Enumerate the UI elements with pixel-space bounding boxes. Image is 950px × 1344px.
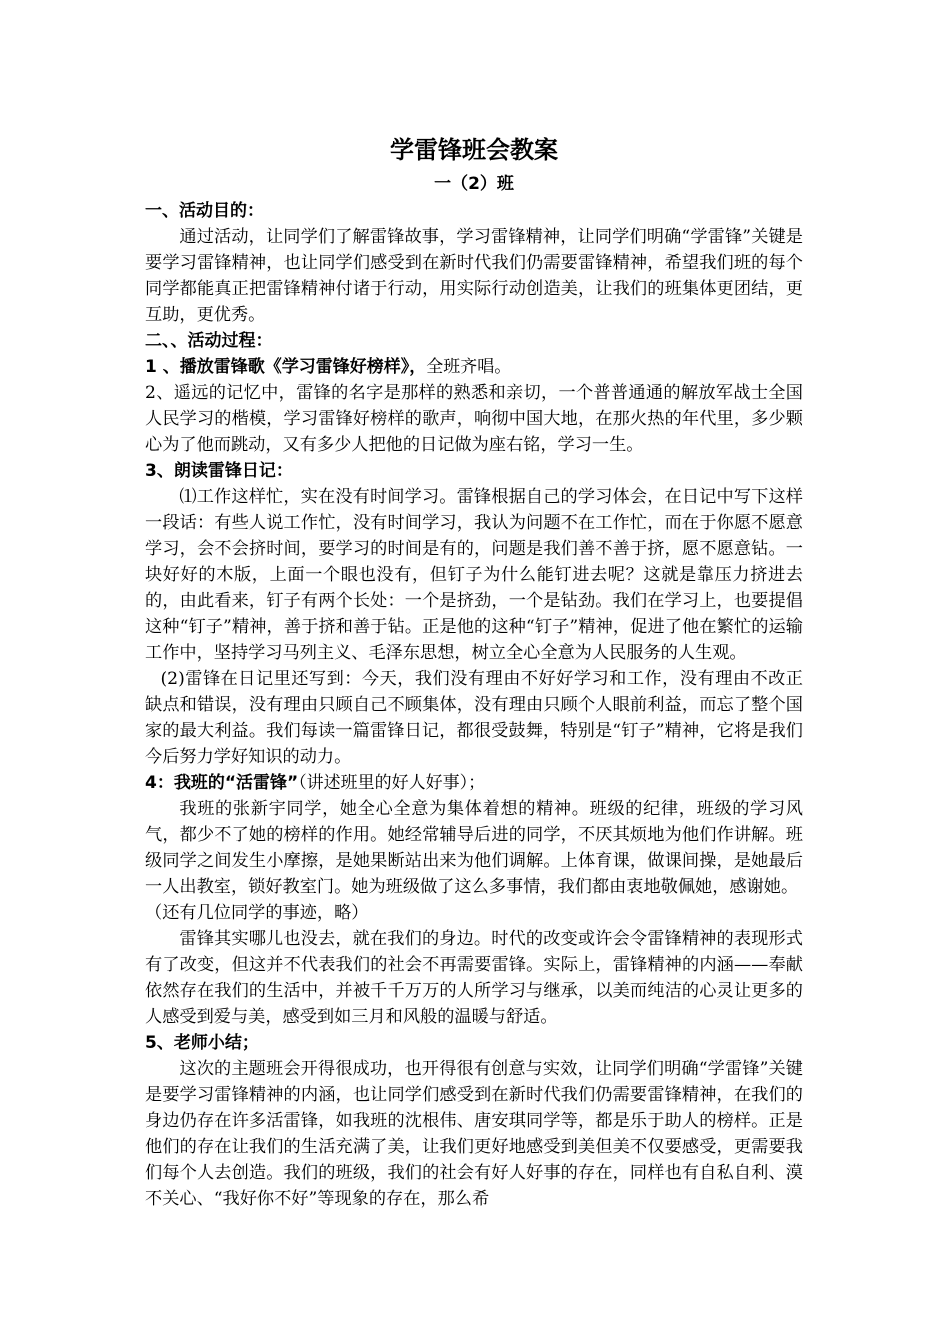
- item-5-heading: 5、老师小结；: [145, 1033, 259, 1053]
- item-4-bold: 4：我班的“活雷锋”: [145, 773, 299, 793]
- diary-paragraph-2: (2)雷锋在日记里还写到：今天，我们没有理由不好好学习和工作，没有理由不改正缺点和错误，没有理由只顾自己不顾集体，没有理由只顾个人眼前利益，而忘了整个国家的最大利益。我们每读一篇雷锋日记，都很受鼓舞，特别是“钉子”精神，它将是我们今后努力学好知识的动力。: [145, 669, 803, 767]
- purpose-paragraph: 通过活动，让同学们了解雷锋故事，学习雷锋精神，让同学们明确“学雷锋”关键是要学习雷锋精神，也让同学们感受到在新时代我们仍需要雷锋精神，希望我们班的每个同学都能真正把雷锋精神付诸于行动，用实际行动创造美，让我们的班集体更团结，更互助，更优秀。: [145, 227, 803, 325]
- section-heading-process: 二、、活动过程：: [145, 331, 273, 351]
- item-4-note: （还有几位同学的事迹，略）: [145, 903, 369, 923]
- class-subtitle: 一（2）班: [434, 174, 514, 194]
- document-title: 学雷锋班会教案: [390, 136, 558, 164]
- item-5-paragraph: 这次的主题班会开得很成功，也开得很有创意与实效，让同学们明确“学雷锋”关键是要学习雷锋精神的内涵，也让同学们感受到在新时代我们仍需要雷锋精神，在我们的身边仍存在许多活雷锋，如我班的沈根伟、唐安琪同学等，都是乐于助人的榜样。正是他们的存在让我们的生活充满了美，让我们更好地感受到美但美不仅要感受，更需要我们每个人去创造。我们的班级，我们的社会有好人好事的存在，同样也有自私自利、漠不关心、“我好你不好”等现象的存在，那么希: [145, 1059, 803, 1209]
- item-4-line: [145, 770, 803, 796]
- item-1-plain: 全班齐唱。: [426, 357, 512, 377]
- item-4-summary: 雷锋其实哪儿也没去，就在我们的身边。时代的改变或许会令雷锋精神的表现形式有了改变，但这并不代表我们的社会不再需要雷锋。实际上，雷锋精神的内涵——奉献依然存在我们的生活中，并被千千万万的人所学习与继承，以美而纯洁的心灵让更多的人感受到爱与美，感受到如三月和风般的温暖与舒适。: [145, 929, 803, 1027]
- item-4-plain: （讲述班里的好人好事）；: [298, 773, 486, 793]
- item-4-paragraph: 我班的张新宇同学，她全心全意为集体着想的精神。班级的纪律，班级的学习风气，都少不了她的榜样的作用。她经常辅导后进的同学，不厌其烦地为他们作讲解。班级同学之间发生小摩擦，是她果断站出来为他们调解。上体育课，做课间操，是她最后一人出教室，锁好教室门。她为班级做了这么多事情，我们都由衷地敬佩她，感谢她。: [145, 799, 803, 897]
- section-heading-purpose: 一、活动目的：: [145, 201, 264, 221]
- item-3-heading: 3、朗读雷锋日记：: [145, 461, 293, 481]
- item-2-paragraph: 2、遥远的记忆中，雷锋的名字是那样的熟悉和亲切，一个普普通通的解放军战士全国人民学习的楷模，学习雷锋好榜样的歌声，响彻中国大地，在那火热的年代里，多少颗心为了他而跳动，又有多少人把他的日记做为座右铭，学习一生。: [145, 383, 803, 455]
- diary-paragraph-1: ⑴工作这样忙，实在没有时间学习。雷锋根据自己的学习体会，在日记中写下这样一段话：有些人说工作忙，没有时间学习，我认为问题不在工作忙，而在于你愿不愿意学习，会不会挤时间，要学习的时间是有的，问题是我们善不善于挤，愿不愿意钻。一块好好的木版，上面一个眼也没有，但钉子为什么能钉进去呢？这就是靠压力挤进去的，由此看来，钉子有两个长处：一个是挤劲，一个是钻劲。我们在学习上，也要提倡这种“钉子”精神，善于挤和善于钻。正是他的这种“钉子”精神，促进了他在繁忙的运输工作中，坚持学习马列主义、毛泽东思想，树立全心全意为人民服务的人生观。: [145, 487, 803, 663]
- item-1-line: [145, 354, 803, 380]
- item-1-bold: 1 、播放雷锋歌《学习雷锋好榜样》，: [145, 357, 427, 377]
- document-body: [145, 198, 803, 1212]
